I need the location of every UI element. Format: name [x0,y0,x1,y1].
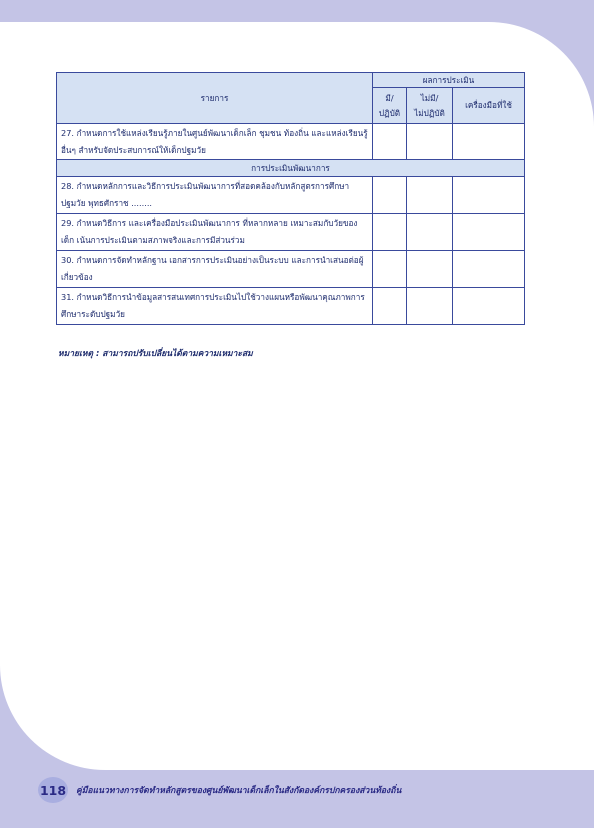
result-group-header: ผลการประเมิน [373,73,525,88]
footer-title: คู่มือแนวทางการจัดทำหลักสูตรของศูนย์พัฒนาเด็กเล็กในสังกัดองค์กรปกครองส่วนท้องถิ่น [76,786,402,796]
have-cell [373,251,407,288]
table-header [57,73,525,124]
have-cell [373,214,407,251]
tools-cell [453,177,525,214]
page-number: 118 [39,782,67,798]
have-not-cell [407,214,453,251]
tools-cell [453,124,525,160]
table-row [57,124,525,160]
tools-cell [453,251,525,288]
tools-cell [453,288,525,325]
have-not-cell [407,288,453,325]
table-row [57,214,525,251]
table-row [57,288,525,325]
tools-column-header: เครื่องมือที่ใช้ [453,88,525,124]
table-row [57,177,525,214]
footnote: หมายเหตุ : สามารถปรับเปลี่ยนได้ตามความเหมาะสม [58,349,253,359]
page-number-badge [38,777,68,803]
item-text: 28. กำหนดหลักการและวิธีการประเมินพัฒนาการที่สอดคล้องกับหลักสูตรการศึกษาปฐมวัย พุทธศักราช ........ [57,177,373,214]
have-cell [373,288,407,325]
have-column-header: มี/ ปฏิบัติ [373,88,407,124]
item-text: 29. กำหนดวิธีการ และเครื่องมือประเมินพัฒนาการ ที่หลากหลาย เหมาะสมกับวัยของเด็ก เน้นการประเมินตามสภาพจริงและการมีส่วนร่วม [57,214,373,251]
have-not-cell [407,124,453,160]
section-title: การประเมินพัฒนาการ [57,160,525,177]
item-column-header: รายการ [57,73,373,124]
evaluation-table [56,72,525,325]
have-cell [373,124,407,160]
have-not-cell [407,251,453,288]
item-text: 27. กำหนดการใช้แหล่งเรียนรู้ภายในศูนย์พัฒนาเด็กเล็ก ชุมชน ท้องถิ่น และแหล่งเรียนรู้อื่นๆ สำหรับจัดประสบการณ์ให้เด็กปฐมวัย [57,124,373,160]
item-text: 31. กำหนดวิธีการนำข้อมูลสารสนเทศการประเมินไปใช้วางแผนหรือพัฒนาคุณภาพการศึกษาระดับปฐมวัย [57,288,373,325]
have-cell [373,177,407,214]
have-not-cell [407,177,453,214]
item-text: 30. กำหนดการจัดทำหลักฐาน เอกสารการประเมินอย่างเป็นระบบ และการนำเสนอต่อผู้เกี่ยวข้อง [57,251,373,288]
tools-cell [453,214,525,251]
section-row [57,160,525,177]
table-row [57,251,525,288]
have-not-column-header: ไม่มี/ ไม่ปฏิบัติ [407,88,453,124]
